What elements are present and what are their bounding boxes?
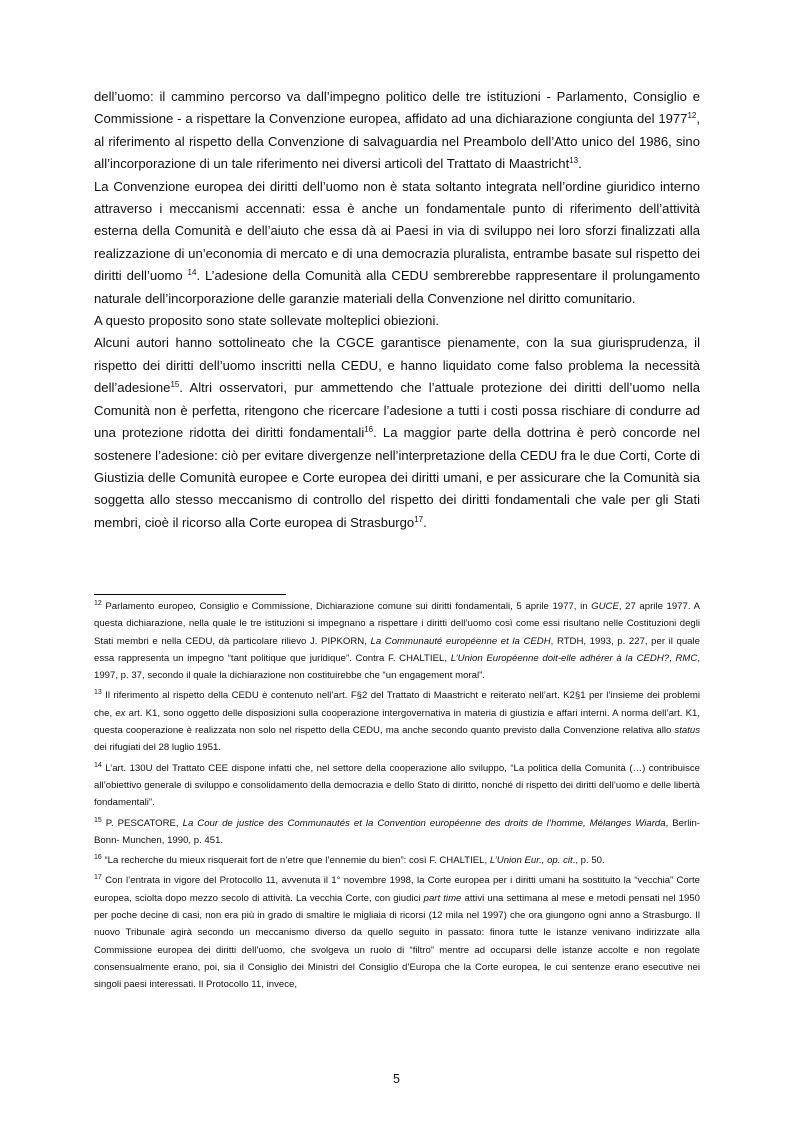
footnote-separator bbox=[94, 594, 286, 595]
text-run: La Convenzione europea dei diritti dell’uomo non è stata soltanto integrata nell’ordine giuridico interno attraverso i meccanismi accennati: essa è anche un fondamentale punto di riferimento dell’attività esterna della Comunità e dell’aiuto che essa dà ai Paesi in via di sviluppo nei loro sforzi finalizzati alla realizzazione di un’economia di mercato e di una democrazia pluralista, entrambe basate sul rispetto dei diritti dell’uomo bbox=[94, 178, 700, 284]
paragraph bbox=[94, 176, 700, 310]
main-text bbox=[94, 86, 700, 534]
footnote-number: 17 bbox=[94, 874, 102, 882]
text-run: L’art. 130U del Trattato CEE dispone infatti che, nel settore della cooperazione allo sviluppo, “La politica della Comunità (…) contribuisce all’obiettivo generale di sviluppo e consolidamento della democrazia e dello Stato di diritto, nonché di rispetto dei diritti dell’uomo e delle libertà fondamentali”. bbox=[94, 762, 700, 809]
paragraph: A questo proposito sono state sollevate molteplici obiezioni. bbox=[94, 313, 440, 329]
footnote-ref[interactable]: 15 bbox=[170, 380, 180, 390]
italic-run: part time bbox=[423, 892, 462, 904]
text-run: Con l’entrata in vigore del Protocollo 11, avvenuta il 1° novembre 1998, la Corte europea per i diritti umani ha sostituito la “vecchia” Corte europea, sciolta dopo mezzo secolo di attività. La vecchia Corte, con giudici bbox=[94, 875, 700, 904]
text-run: dell’uomo: il cammino percorso va dall’impegno politico delle tre istituzioni - Parlamento, Consiglio e Commissione - a rispettare la Convenzione europea, affidato ad una dichiarazione congiunta del 1977 bbox=[94, 89, 700, 127]
italic-run: L’Union Eur., op. cit bbox=[489, 855, 573, 867]
footnote-number: 15 bbox=[94, 816, 102, 824]
footnote-ref[interactable]: 14 bbox=[187, 268, 197, 278]
footnotes bbox=[94, 598, 700, 997]
footnote-14 bbox=[94, 760, 700, 812]
text-run: Alcuni autori hanno sottolineato che la CGCE garantisce pienamente, con la sua giurisprudenza, il rispetto dei diritti dell’uomo inscritti nella CEDU, e hanno liquidato come falso problema la necessità dell’adesione bbox=[94, 335, 700, 396]
text-run: . bbox=[578, 156, 582, 172]
footnote-number: 16 bbox=[94, 854, 102, 862]
text-run: . bbox=[423, 514, 427, 530]
page-number: 5 bbox=[393, 1072, 400, 1086]
text-run: , RTDH, 1993, p. 227, per il quale essa rappresenta un impegno “tant politique que juridique”. Contra F. CHALTIEL, bbox=[94, 635, 700, 664]
text-run: . Altri osservatori, pur ammettendo che l’attuale protezione dei diritti dell’uomo nella Comunità non è perfetta, ritengono che ricercare l’adesione a tutti i costi possa rischiare di condurre ad una protezione ridotta dei diritti fondamentali bbox=[94, 380, 700, 441]
footnote-number: 13 bbox=[94, 689, 102, 697]
footnote-15 bbox=[94, 815, 700, 850]
text-run: , al riferimento al rispetto della Convenzione di salvaguardia nel Preambolo dell’Atto unico del 1986, sino all’incorporazione di un tale riferimento nei diversi articoli del Trattato di Maastricht bbox=[94, 111, 700, 172]
footnote-ref[interactable]: 16 bbox=[364, 425, 374, 435]
footnote-number: 14 bbox=[94, 761, 102, 769]
text-run: . L’adesione della Comunità alla CEDU sembrerebbe rappresentare il prolungamento naturale dell’incorporazione delle garanzie materiali della Convenzione nel diritto comunitario. bbox=[94, 268, 700, 306]
text-run: , 27 aprile 1977. A questa dichiarazione, nella quale le tre istituzioni si impegnano a rispettare i diritti dell’uomo così come essi risultano nelle Costituzioni degli Stati membri e nella CEDU, dà particolare rilievo J. PIPKORN, bbox=[94, 601, 701, 647]
italic-run: La Communauté européenne et la CEDH bbox=[370, 635, 551, 647]
paragraph bbox=[94, 332, 700, 534]
italic-run: ex bbox=[115, 707, 126, 719]
text-run: “La recherche du mieux risquerait fort de n’etre que l’ennemie du bien”: così F. CHALTIEL, bbox=[101, 855, 490, 867]
text-run: . La maggior parte della dottrina è però concorde nel sostenere l’adesione: ciò per evitare divergenze nell’interpretazione della CEDU fra le due Corti, Corte di Giustizia delle Comunità europee e Corte europea dei diritti umani, e per assicurare che la Comunità sia soggetta allo stesso meccanismo di controllo del rispetto dei diritti fondamentali che vale per gli Stati membri, cioè il ricorso alla Corte europea di Strasburgo bbox=[94, 425, 700, 530]
italic-run: GUCE bbox=[591, 601, 619, 612]
text-run: P. PESCATORE, bbox=[101, 817, 183, 829]
italic-run: La Cour de justice des Communautés et la Convention européenne des droits de l’homme, Mélanges Wiarda bbox=[182, 817, 666, 829]
footnote-number: 12 bbox=[94, 600, 102, 607]
text-run: Il riferimento al rispetto della CEDU è contenuto nell’art. F§2 del Trattato di Maastricht e reiterato nell’art. K2§1 per l’insieme dei problemi che, bbox=[94, 690, 700, 719]
text-run: , Berlin-Bonn- Munchen, 1990, p. 451. bbox=[94, 817, 700, 846]
footnote-ref[interactable]: 17 bbox=[414, 514, 424, 524]
footnote-ref[interactable]: 12 bbox=[687, 111, 697, 121]
text-run: ., p. 50. bbox=[572, 855, 605, 867]
text-run: art. K1, sono oggetto delle disposizioni sulla cooperazione intergovernativa in materia di giustizia e affari interni. A norma dell’art. K1, questa cooperazione è realizzata non solo nel rispetto della CEDU, ma anche secondo quanto previsto dalla Convenzione relativa allo bbox=[94, 707, 700, 737]
text-run: , bbox=[669, 652, 676, 664]
text-run: dei rifugiati del 28 luglio 1951. bbox=[94, 742, 221, 754]
footnote-16 bbox=[94, 852, 700, 869]
footnote-17 bbox=[94, 872, 700, 993]
footnote-12 bbox=[94, 598, 700, 684]
italic-run: RMC bbox=[675, 652, 698, 664]
text-run: attivi una settimana al mese e metodi pensati nel 1950 per poche decine di casi, non era più in grado di smaltire le migliaia di ricorsi (12 mila nel 1997) che ora giungono ogni anno a Strasburgo. Il nuovo Tribunale agirà secondo un meccanismo diverso da quello seguito in passato: finora tutte le istanze venivano indirizzate alla Commissione europea dei diritti dell’uomo, che svolgeva un ruolo di “filtro” mentre ad occuparsi delle istanze accolte e non regolate consensualmente erano, poi, sia il Consiglio dei Ministri del Consiglio d’Europa che la Corte europea, le cui sentenze erano esecutive nei singoli paesi interessati. Il Protocollo 11, invece, bbox=[94, 892, 701, 991]
footnote-13 bbox=[94, 687, 700, 756]
text-run: , 1997, p. 37, secondo il quale la dichiarazione non costituirebbe che “un engagement moral”. bbox=[94, 652, 700, 682]
footnote-ref[interactable]: 13 bbox=[569, 156, 579, 166]
text-run: Parlamento europeo, Consiglio e Commissione, Dichiarazione comune sui diritti fondamentali, 5 aprile 1977, in bbox=[101, 601, 592, 612]
italic-run: L’Union Européenne doit-elle adhérer à la CEDH? bbox=[450, 652, 670, 664]
italic-run: status bbox=[674, 725, 700, 737]
paragraph bbox=[94, 86, 700, 176]
